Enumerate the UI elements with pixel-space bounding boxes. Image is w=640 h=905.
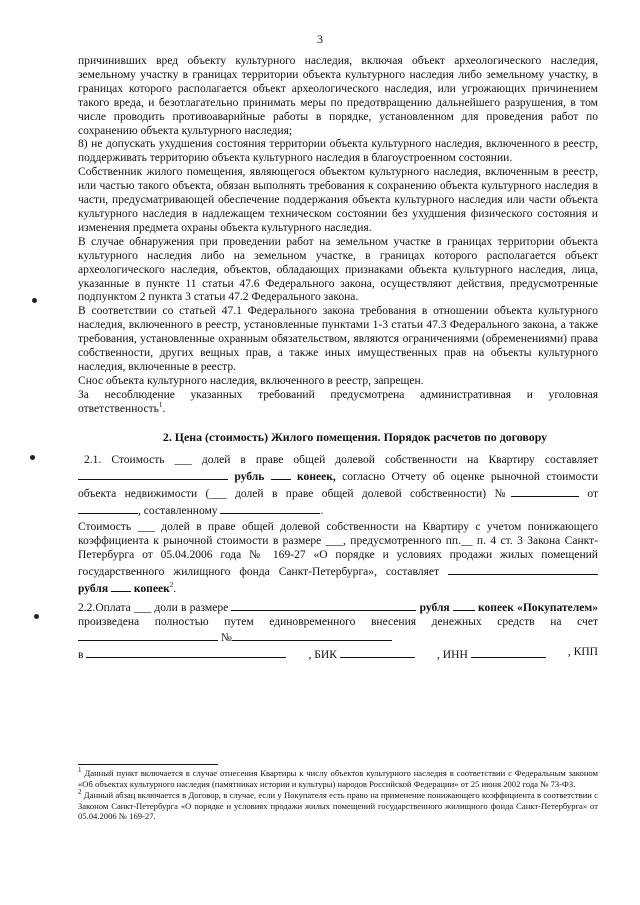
amount-blank[interactable] [78,468,228,480]
account-blank[interactable] [78,629,218,641]
clause-2-2-bank: в , БИК , ИНН , КПП [78,646,598,662]
clause-2-2: 2.2.Оплата ___ доли в размере рубля копеек «Покупателем» произведена полностью путем единовременного внесения денежных средств на счет № [78,599,598,647]
page-number: 3 [317,32,323,46]
amount-blank[interactable] [448,563,598,575]
footnote-1: $^1$ Данный пункт включается в случае отнесения Квартиры к числу объектов культурного наследия в соответствии с Федеральным законом «Об объектах культурного наследия (памятниках истории и культуры) народов Российской Федерации» от 25 июня 2002 года № 73-ФЗ. [78,766,598,789]
section-heading: 2. Цена (стоимость) Жилого помещения. Порядок расчетов по договору [162,429,548,444]
clause-2-1: 2.1. Стоимость ___ долей в праве общей долевой собственности на Квартиру составляет рубль конеек, согласно Отчету об оценке рыночной стоимости объекта недвижимости (___ долей в праве общей долевой собственности) № от , составленному . [78,454,599,518]
document-body [78,55,598,663]
report-date-blank[interactable] [78,502,138,514]
inn-blank[interactable] [471,646,546,658]
bik-blank[interactable] [340,646,415,658]
paragraph: Снос объекта культурного наследия, включенного в реестр, запрещен. [78,374,424,387]
footnotes [78,768,598,823]
amount-blank[interactable] [231,599,416,611]
kopeck-blank[interactable] [111,580,131,592]
paragraph: В соответствии со статьей 47.1 Федерального закона требования в отношении объекта культурного наследия, включенного в реестр, установленные пунктами 1-3 статьи 47.3 Федерального закона, а также требования, установленные охранным обязательством, являются ограничениями (обременениями) права собственности, других вещных прав, а также иных имущественных прав на объекты культурного наследия, включенные в реестр. [78,305,598,373]
margin-mark [30,455,35,460]
kopeck-blank[interactable] [271,468,291,480]
kopeck-blank[interactable] [453,599,475,611]
paragraph-liability: За несоблюдение указанных требований предусмотрена административная и уголовная ответственность$^1$. [78,388,598,415]
clause-2-1-coefficient: Стоимость ___ долей в праве общей долевой собственности на Квартиру с учетом понижающего коэффициента к рыночной стоимости в размере ___, предусмотренного пп.__ п. 4 ст. 3 Закона Санкт-Петербурга от 05.04.2006 года № 169-27 «О порядке и условиях продажи жилых помещений государственного жилищного фонда Санкт-Петербурга», составляет рубля копеек$^2$. [78,521,598,595]
footnote-ref-2: 2 [169,580,174,589]
paragraph: Собственник жилого помещения, являющегося объектом культурного наследия, включенным в реестр, или частью такого объекта, обязан выполнять требования к сохранению объекта культурного наследия в части, предусматривающей обеспечение поддержания объекта культурного наследия или части объекта культурного наследия в надлежащем техническом состоянии без ухудшения физического состояния и изменения предмета охраны объекта культурного наследия. [78,166,598,234]
footnote-2: $^2$ Данный абзац включается в Договор, в случае, если у Покупателя есть право на применение понижающего коэффициента в соответствии с Законом Санкт-Петербурга «О порядке и условиях продажи жилых помещений государственного жилищного фонда Санкт-Петербурга» от 05.04.2006 № 169-27. [78,788,598,822]
paragraph: В случае обнаружения при проведении работ на земельном участке в границах территории объекта культурного наследия либо на земельном участке, в границах которого располагается объект археологического наследия, объектов, обладающих признаками объекта культурного наследия, лица, указанные в пункте 11 статьи 47.6 Федерального закона, осуществляют действия, предусмотренные подпунктом 2 пункта 3 статьи 47.2 Федерального закона. [78,235,598,304]
margin-mark [34,614,39,619]
account-number-blank[interactable] [232,629,392,641]
paragraph: причинивших вред объекту культурного наследия, включая объект археологического наследия, земельному участку в границах территории объекта культурного наследия либо земельному участку, в границах которого располагается объект археологического наследия, или угрожающих причинением такого вреда, и безотлагательно принимать меры по предотвращению дальнейшего разрушения, в том числе проводить противоаварийные работы в порядке, установленном для проведения работ по сохранению объекта культурного наследия; [78,55,598,137]
footnote-separator [78,764,218,765]
bank-blank[interactable] [86,646,286,658]
footnote-ref-1: 1 [158,400,163,409]
paragraph: 8) не допускать ухудшения состояния территории объекта культурного наследия, включенного в реестр, поддерживать территорию объекта культурного наследия в благоустроенном состоянии. [78,138,598,165]
appraiser-blank[interactable] [220,502,320,514]
margin-mark [32,298,37,303]
report-number-blank[interactable] [511,485,579,497]
